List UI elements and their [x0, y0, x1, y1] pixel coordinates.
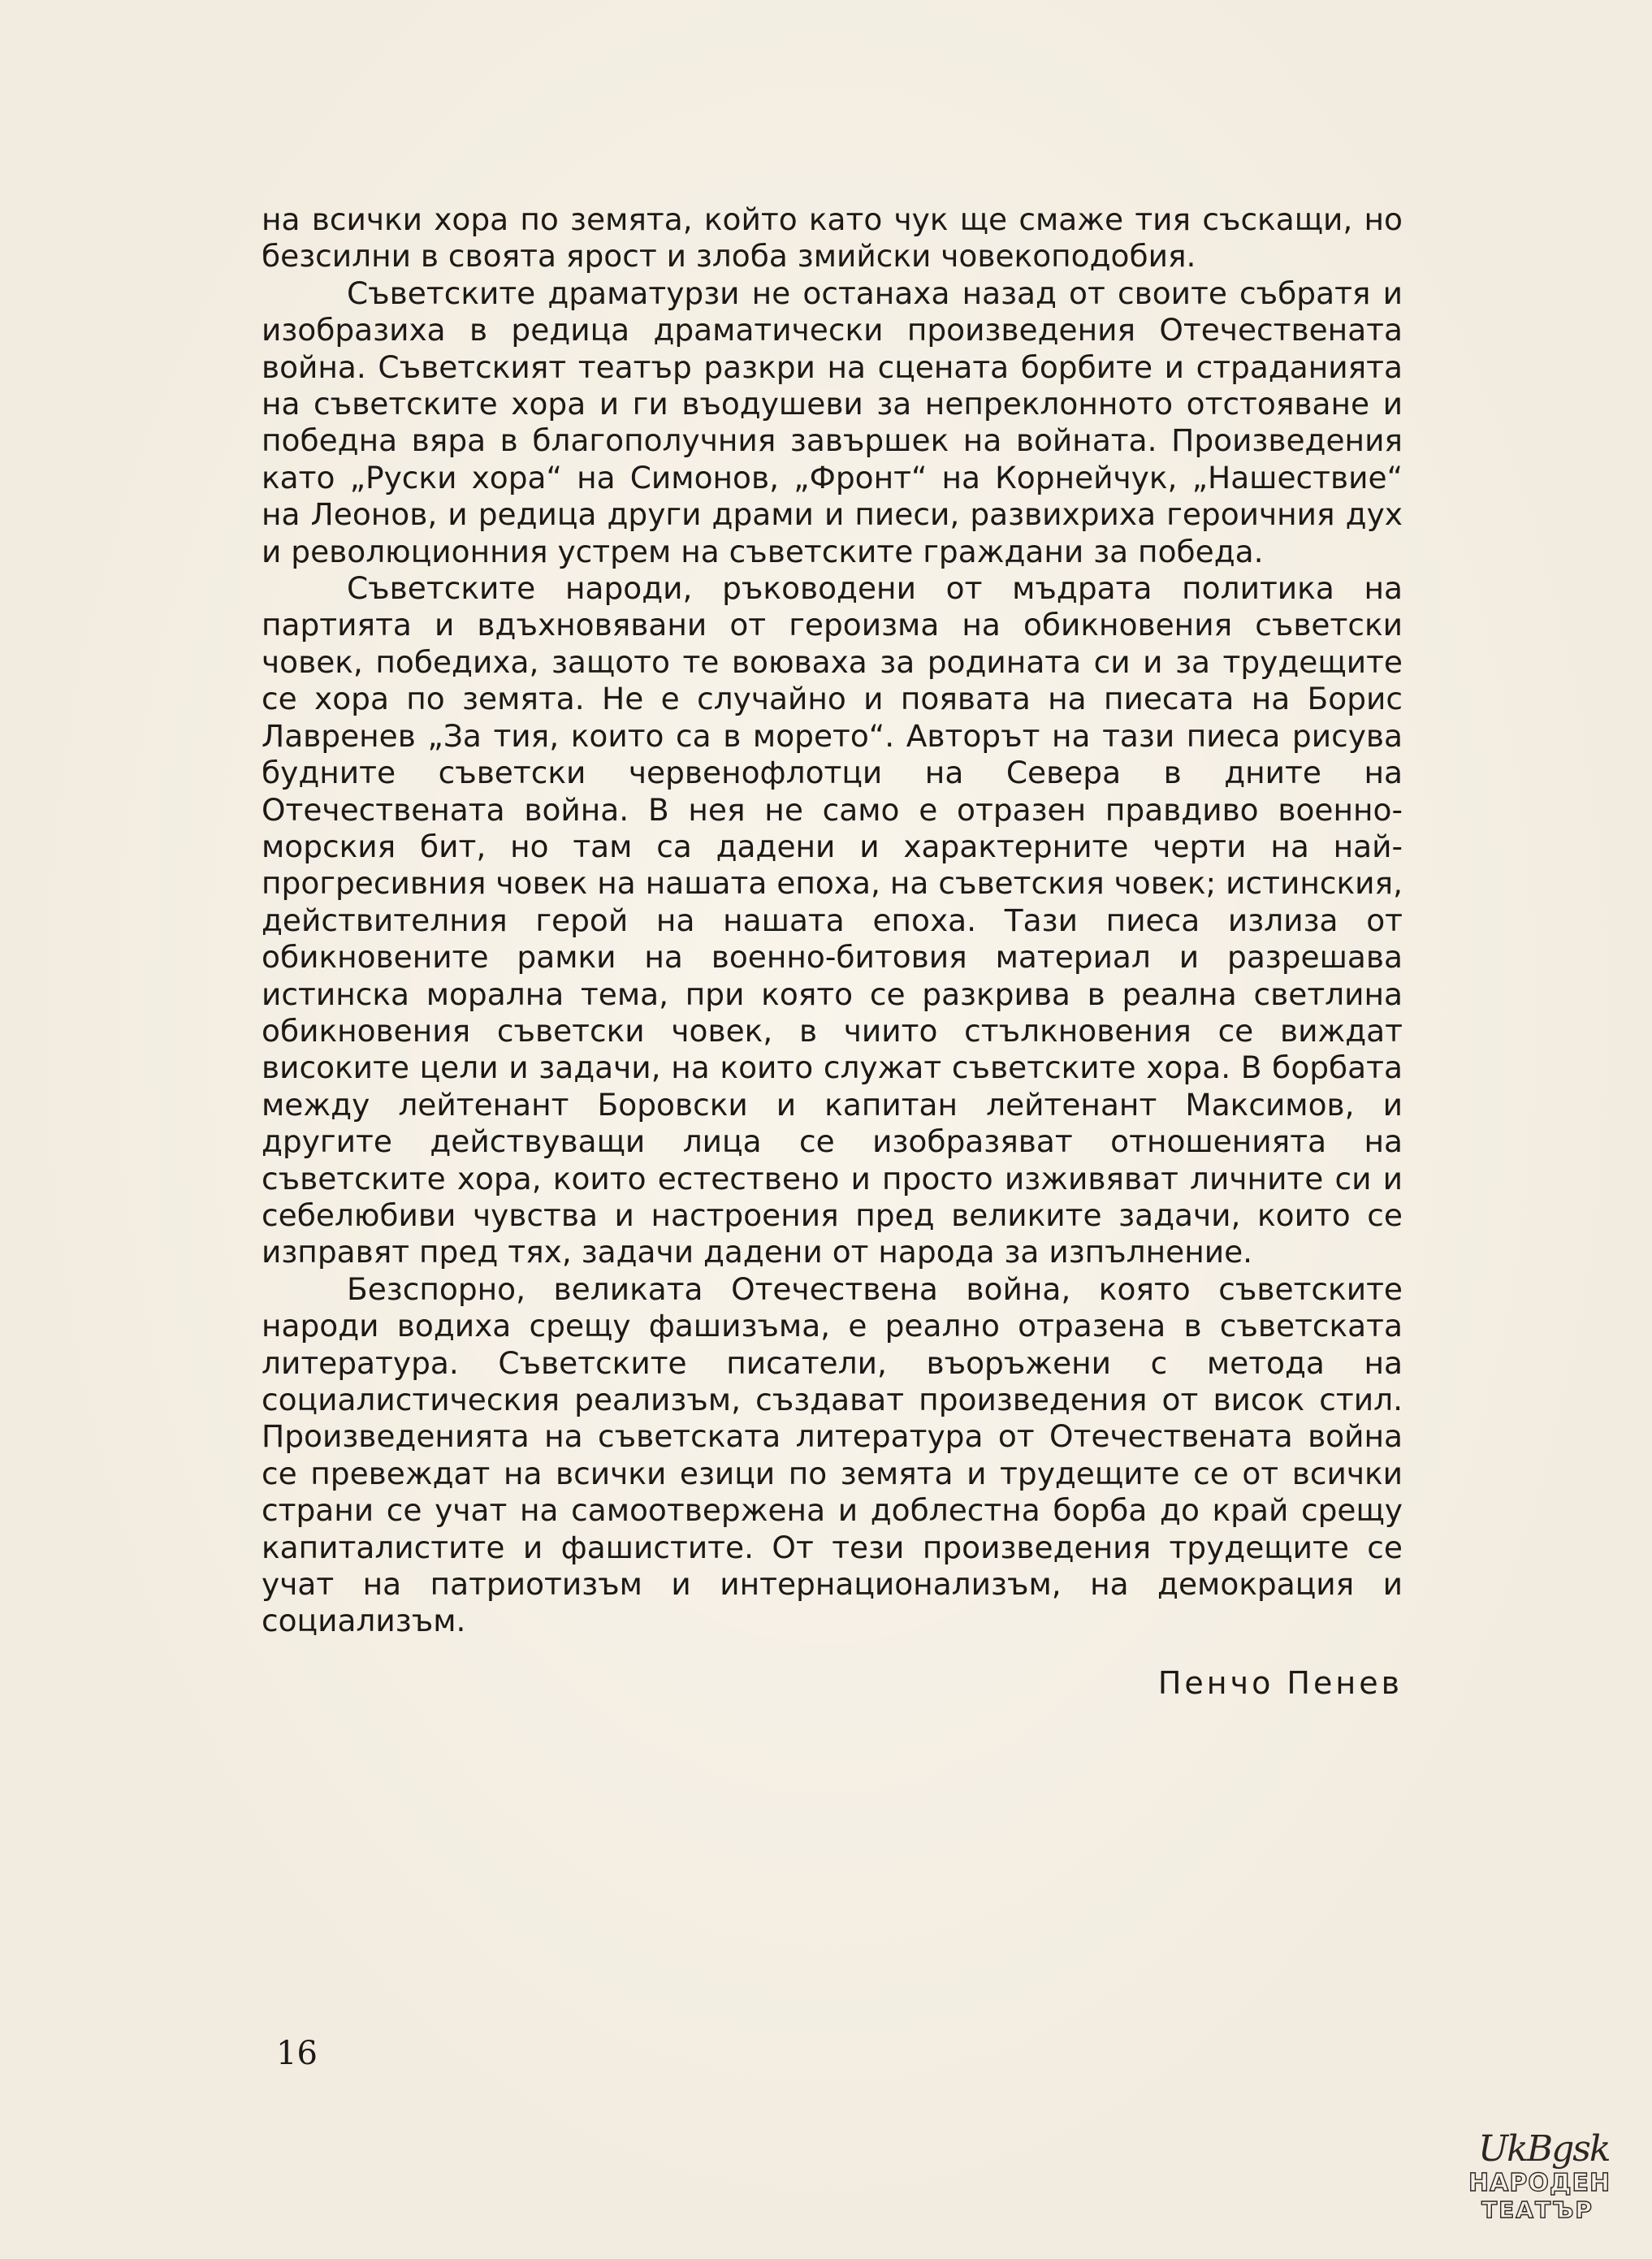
national-theatre-logo [1468, 2128, 1611, 2230]
logo-line-2: ТЕАТЪР [1481, 2196, 1594, 2223]
paragraph-2: Съветските драматурзи не останаха назад от своите събратя и изобразиха в редица драматически произведения Отечествената война. Съветският театър разкри на сцената борбите и страданията на съветските хора и ги въодушеви за непреклонното отстояване и победна вяра в благополучния завършек на войната. Произведения като „Руски хора“ на Симонов, „Фронт“ на Корнейчук, „Нашествие“ на Леонов, и редица други драми и пиеси, развихриха героичния дух и революционния устрем на съветските граждани за победа. [262, 275, 1403, 569]
paragraph-4: Безспорно, великата Отечествена война, която съветските народи водиха срещу фашизъма, е реално отразена в съветската литература. Съветските писатели, въоръжени с метода на социалистическия реализъм, създават произведения от висок стил. Произведенията на съветската литература от Отечествената война се превеждат на всички езици по земята и трудещите се от всички страни се учат на самоотвержена и доблестна борба до край срещу капиталистите и фашистите. От тези произведения трудещите се учат на патриотизъм и интернационализъм, на демокрация и социализъм. [262, 1270, 1403, 1639]
author-signature: Пенчо Пенев [1157, 1665, 1403, 1701]
paragraph-1: на всички хора по земята, който като чук ще смаже тия съскащи, но безсилни в своята ярост и злоба змийски човекоподобия. [262, 201, 1403, 275]
logo-line-1: НАРОДЕН [1468, 2169, 1611, 2197]
logo-script: UkBgsk [1478, 2128, 1610, 2170]
paragraph-3: Съветските народи, ръководени от мъдрата политика на партията и вдъхновявани от героизма на обикновения съветски човек, победиха, защото те воюваха за родината си и за трудещите се хора по земята. Не е случайно и появата на пиесата на Борис Лавренев „За тия, които са в морето“. Авторът на тази пиеса рисува будните съветски червенофлотци на Севера в дните на Отечествената война. В нея не само е отразен правдиво военно-морския бит, но там са дадени и характерните черти на най-прогресивния човек на нашата епоха, на съветския човек; истинския, действителния герой на нашата епоха. Тази пиеса излиза от обикновените рамки на военно-битовия материал и разрешава истинска морална тема, при която се разкрива в реална светлина обикновения съветски човек, в чиито стълкновения се виждат високите цели и задачи, на които служат съветските хора. В борбата между лейтенант Боровски и капитан лейтенант Максимов, и другите действуващи лица се изобразяват отношенията на съветските хора, които естествено и просто изживяват личните си и себелюбиви чувства и настроения пред великите задачи, които се изправят пред тях, задачи дадени от народа за изпълнение. [262, 570, 1403, 1270]
article-body [262, 201, 1403, 1640]
page-number: 16 [276, 2035, 318, 2072]
